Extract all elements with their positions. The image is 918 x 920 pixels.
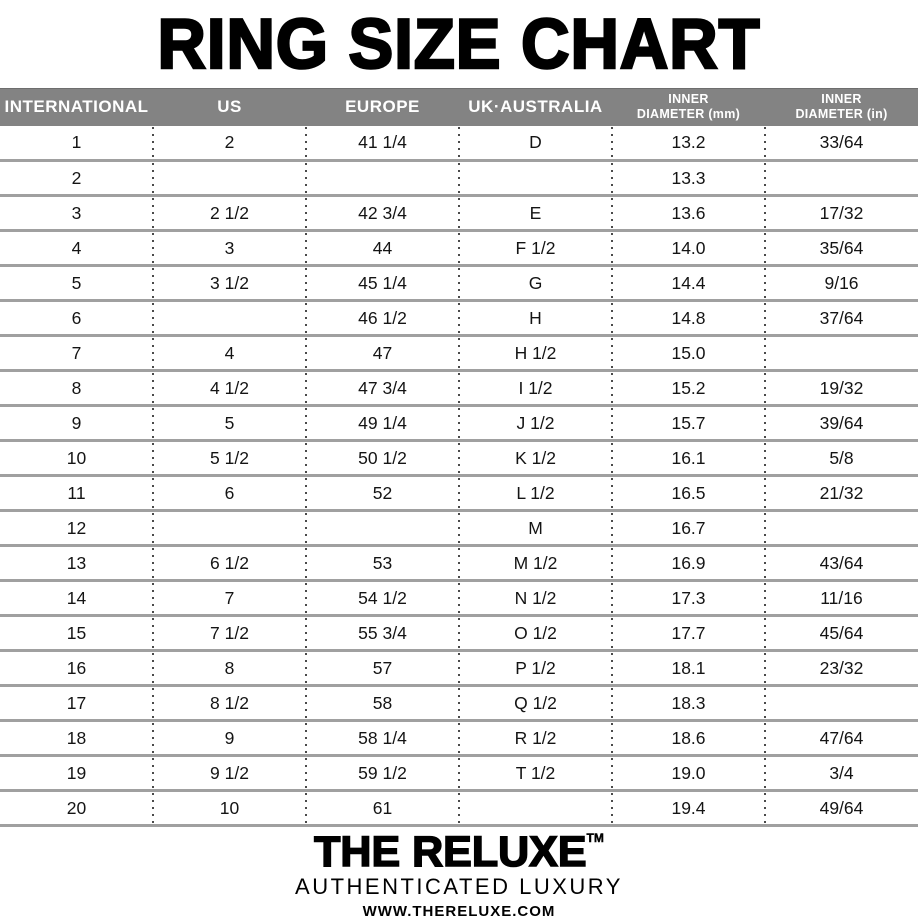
table-cell — [153, 161, 306, 196]
brand-name: THE RELUXE — [314, 828, 587, 876]
table-cell: D — [459, 126, 612, 161]
table-cell: 3 1/2 — [153, 266, 306, 301]
table-cell: L 1/2 — [459, 476, 612, 511]
table-cell: 5 — [153, 406, 306, 441]
table-cell: 9 1/2 — [153, 756, 306, 791]
table-cell: 42 3/4 — [306, 196, 459, 231]
table-cell: 16.1 — [612, 441, 765, 476]
table-row — [0, 266, 918, 301]
table-cell: 47 3/4 — [306, 371, 459, 406]
table-cell: 9 — [0, 406, 153, 441]
table-cell: 16.5 — [612, 476, 765, 511]
table-cell: 21/32 — [765, 476, 918, 511]
column-header-line: EUROPE — [345, 97, 420, 117]
table-cell: 53 — [306, 546, 459, 581]
table-cell: 59 1/2 — [306, 756, 459, 791]
table-body — [0, 126, 918, 826]
table-header — [0, 89, 918, 126]
table-row — [0, 301, 918, 336]
table-cell: H 1/2 — [459, 336, 612, 371]
table-cell: 58 1/4 — [306, 721, 459, 756]
column-header — [0, 89, 153, 126]
table-cell: 17.7 — [612, 616, 765, 651]
column-header-line: US — [217, 97, 242, 117]
table-cell: 35/64 — [765, 231, 918, 266]
table-cell: 17/32 — [765, 196, 918, 231]
table-cell: 6 1/2 — [153, 546, 306, 581]
table-cell: 47 — [306, 336, 459, 371]
table-row — [0, 686, 918, 721]
table-cell: 58 — [306, 686, 459, 721]
table-cell: 47/64 — [765, 721, 918, 756]
table-cell: 18.3 — [612, 686, 765, 721]
table-cell: 11 — [0, 476, 153, 511]
table-cell: M 1/2 — [459, 546, 612, 581]
table-cell: 1 — [0, 126, 153, 161]
table-cell: 8 — [153, 651, 306, 686]
table-row — [0, 651, 918, 686]
table-cell: 17.3 — [612, 581, 765, 616]
table-cell: 50 1/2 — [306, 441, 459, 476]
table-cell: I 1/2 — [459, 371, 612, 406]
table-cell: 2 — [0, 161, 153, 196]
table-cell: 13.6 — [612, 196, 765, 231]
table-cell: 14 — [0, 581, 153, 616]
table-cell: 13.2 — [612, 126, 765, 161]
table-cell — [153, 301, 306, 336]
table-cell: 43/64 — [765, 546, 918, 581]
table-cell: P 1/2 — [459, 651, 612, 686]
table-cell: 10 — [0, 441, 153, 476]
table-cell: 8 — [0, 371, 153, 406]
table-cell: T 1/2 — [459, 756, 612, 791]
table-row — [0, 441, 918, 476]
table-cell: 57 — [306, 651, 459, 686]
table-cell: 18.1 — [612, 651, 765, 686]
table-cell — [765, 686, 918, 721]
table-cell: J 1/2 — [459, 406, 612, 441]
table-cell: 13 — [0, 546, 153, 581]
table-cell: 15.7 — [612, 406, 765, 441]
table-row — [0, 336, 918, 371]
table-cell: F 1/2 — [459, 231, 612, 266]
table-cell: 49/64 — [765, 791, 918, 826]
table-cell: 52 — [306, 476, 459, 511]
table-row — [0, 231, 918, 266]
table-row — [0, 406, 918, 441]
table-row — [0, 511, 918, 546]
table-cell: 19.0 — [612, 756, 765, 791]
table-row — [0, 161, 918, 196]
table-cell: 45/64 — [765, 616, 918, 651]
table-cell: 15.0 — [612, 336, 765, 371]
table-cell: G — [459, 266, 612, 301]
table-cell: 14.0 — [612, 231, 765, 266]
table-cell — [306, 511, 459, 546]
table-cell: 44 — [306, 231, 459, 266]
table-cell: 45 1/4 — [306, 266, 459, 301]
table-cell: 8 1/2 — [153, 686, 306, 721]
table-cell: 13.3 — [612, 161, 765, 196]
table-cell: 15.2 — [612, 371, 765, 406]
table-cell — [459, 161, 612, 196]
table-cell: K 1/2 — [459, 441, 612, 476]
ring-size-table — [0, 88, 918, 827]
table-cell: 7 — [153, 581, 306, 616]
table-cell: 3 — [153, 231, 306, 266]
table-cell: 16 — [0, 651, 153, 686]
table-cell: 19 — [0, 756, 153, 791]
table-cell: O 1/2 — [459, 616, 612, 651]
column-header — [153, 89, 306, 126]
table-cell: 12 — [0, 511, 153, 546]
table-cell — [459, 791, 612, 826]
table-cell: 49 1/4 — [306, 406, 459, 441]
table-cell: M — [459, 511, 612, 546]
table-cell — [765, 336, 918, 371]
column-header-line: DIAMETER (in) — [795, 107, 888, 122]
table-cell: 7 1/2 — [153, 616, 306, 651]
brand-tagline: AUTHENTICATED LUXURY — [295, 874, 623, 900]
table-cell — [153, 511, 306, 546]
column-header-line: INNER — [668, 91, 709, 106]
table-cell — [306, 161, 459, 196]
table-cell: N 1/2 — [459, 581, 612, 616]
table-cell: 20 — [0, 791, 153, 826]
table-cell — [765, 511, 918, 546]
table-cell: 6 — [0, 301, 153, 336]
table-cell: 9 — [153, 721, 306, 756]
table-cell: H — [459, 301, 612, 336]
table-cell: 10 — [153, 791, 306, 826]
table-cell: 15 — [0, 616, 153, 651]
table-row — [0, 616, 918, 651]
table-cell: 16.9 — [612, 546, 765, 581]
column-header-line: DIAMETER (mm) — [636, 107, 741, 122]
table-row — [0, 791, 918, 826]
table-cell: 18 — [0, 721, 153, 756]
table-cell: 46 1/2 — [306, 301, 459, 336]
table-cell: Q 1/2 — [459, 686, 612, 721]
table-cell: 5/8 — [765, 441, 918, 476]
trademark-symbol: TM — [586, 831, 604, 845]
table-cell: 33/64 — [765, 126, 918, 161]
table-cell: 14.4 — [612, 266, 765, 301]
column-header — [459, 89, 612, 126]
table-cell: 7 — [0, 336, 153, 371]
table-row — [0, 371, 918, 406]
column-header-line: UK·AUSTRALIA — [468, 97, 603, 117]
table-row — [0, 126, 918, 161]
table-row — [0, 546, 918, 581]
table-cell: 4 1/2 — [153, 371, 306, 406]
table-cell: 3/4 — [765, 756, 918, 791]
table-cell — [765, 161, 918, 196]
table-cell: 19/32 — [765, 371, 918, 406]
table-cell: 41 1/4 — [306, 126, 459, 161]
table-cell: 61 — [306, 791, 459, 826]
table-row — [0, 721, 918, 756]
table-cell: 4 — [153, 336, 306, 371]
page-title: RING SIZE CHART — [157, 4, 761, 84]
table-row — [0, 756, 918, 791]
column-header — [612, 89, 765, 126]
table-cell: 14.8 — [612, 301, 765, 336]
column-header — [306, 89, 459, 126]
table-row — [0, 581, 918, 616]
table-cell: 39/64 — [765, 406, 918, 441]
table-cell: 37/64 — [765, 301, 918, 336]
table-header-row — [0, 89, 918, 126]
table-cell: 55 3/4 — [306, 616, 459, 651]
table-cell: 16.7 — [612, 511, 765, 546]
table-cell: 5 1/2 — [153, 441, 306, 476]
table-cell: 11/16 — [765, 581, 918, 616]
table-cell: 2 — [153, 126, 306, 161]
column-header-line: INTERNATIONAL — [4, 97, 149, 117]
column-header-line: INNER — [821, 91, 862, 106]
table-cell: 54 1/2 — [306, 581, 459, 616]
table-cell: 2 1/2 — [153, 196, 306, 231]
table-cell: 19.4 — [612, 791, 765, 826]
table-cell: 23/32 — [765, 651, 918, 686]
table-row — [0, 476, 918, 511]
table-cell: 6 — [153, 476, 306, 511]
table-cell: 5 — [0, 266, 153, 301]
table-cell: R 1/2 — [459, 721, 612, 756]
website-url: WWW.THERELUXE.COM — [362, 903, 556, 920]
column-header — [765, 89, 918, 126]
table-cell: E — [459, 196, 612, 231]
table-cell: 9/16 — [765, 266, 918, 301]
table-cell: 18.6 — [612, 721, 765, 756]
brand-logo — [0, 830, 918, 875]
table-cell: 4 — [0, 231, 153, 266]
table-row — [0, 196, 918, 231]
table-cell: 17 — [0, 686, 153, 721]
table-cell: 3 — [0, 196, 153, 231]
footer — [0, 827, 918, 920]
